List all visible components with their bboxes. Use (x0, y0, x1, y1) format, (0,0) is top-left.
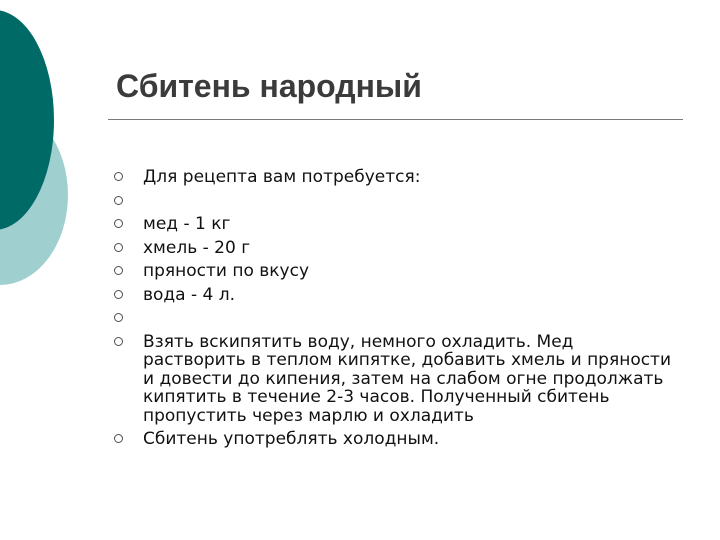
list-item (114, 215, 674, 234)
list-item-text: Для рецепта вам потребуется: (143, 167, 421, 187)
list-item (114, 262, 674, 281)
slide-title: Сбитень народный (116, 68, 422, 104)
list-item-text: Взять вскипятить воду, немного охладить. Мед растворить в теплом кипятке, добавить хмель и пряности и довести до кипения, затем на слабом огне продолжать кипятить в течение 2-3 часов. Полученный сбитень пропустить через марлю и охладить (143, 331, 672, 426)
list-item (114, 309, 674, 328)
title-divider (108, 119, 683, 120)
hollow-circle-icon (114, 243, 123, 252)
list-item-text: вода - 4 л. (143, 284, 236, 305)
list-item-text: пряности по вкусу (143, 261, 310, 281)
list-item (114, 333, 674, 426)
decorative-circles (0, 0, 120, 300)
hollow-circle-icon (114, 219, 123, 228)
hollow-circle-icon (114, 313, 123, 322)
hollow-circle-icon (114, 337, 123, 346)
list-item (114, 430, 674, 449)
hollow-circle-icon (114, 290, 123, 299)
list-item (114, 192, 674, 211)
hollow-circle-icon (114, 172, 123, 181)
hollow-circle-icon (114, 196, 123, 205)
list-item-text: мед - 1 кг (143, 214, 231, 234)
list-item-text: хмель - 20 г (143, 237, 251, 258)
list-item (114, 239, 674, 258)
list-item (114, 286, 674, 305)
hollow-circle-icon (114, 266, 123, 275)
list-item-text: Сбитень употреблять холодным. (143, 429, 440, 449)
content-list (114, 168, 674, 454)
hollow-circle-icon (114, 434, 123, 443)
list-item (114, 168, 674, 187)
